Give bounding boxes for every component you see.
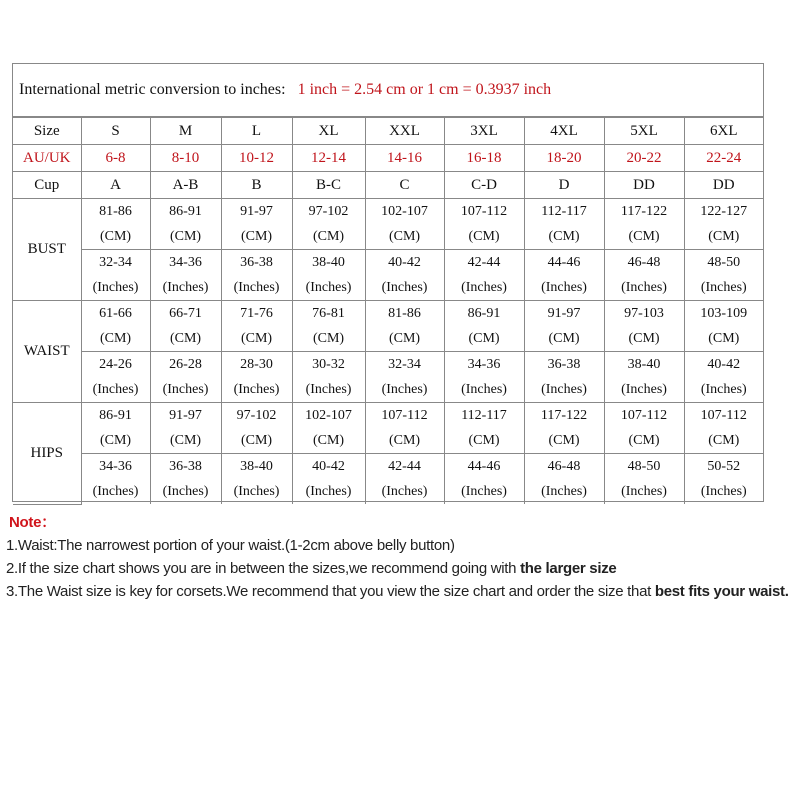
waist-inches-cell: 24-26 (Inches) [81,352,150,403]
cup-label: Cup [13,172,81,199]
bust-inches-cell: 46-48 (Inches) [604,250,684,301]
bust-inches-cell: 48-50 (Inches) [684,250,763,301]
hips-cm-cell: 86-91 (CM) [81,403,150,454]
size-cell: 4XL [524,118,604,145]
hips-cm-cell: 97-102 (CM) [221,403,292,454]
waist-cm-row [13,301,763,352]
waist-inches-cell: 30-32 (Inches) [292,352,365,403]
hips-inches-cell: 36-38 (Inches) [150,454,221,505]
hips-inches-cell: 46-48 (Inches) [524,454,604,505]
au-uk-row [13,145,763,172]
bust-cm-cell: 107-112 (CM) [444,199,524,250]
hips-cm-cell: 107-112 (CM) [684,403,763,454]
note-line-1 [6,534,798,557]
hips-inches-cell: 38-40 (Inches) [221,454,292,505]
waist-cm-cell: 86-91 (CM) [444,301,524,352]
hips-inches-cell: 48-50 (Inches) [604,454,684,505]
waist-cm-cell: 76-81 (CM) [292,301,365,352]
hips-cm-cell: 91-97 (CM) [150,403,221,454]
conversion-formula: 1 inch = 2.54 cm or 1 cm = 0.3937 inch [297,81,552,98]
hips-inches-cell: 34-36 (Inches) [81,454,150,505]
note-line-3-emphasis: best fits your waist. [654,583,789,600]
size-cell: XL [292,118,365,145]
au-uk-cell: 22-24 [684,145,763,172]
cup-cell: A [81,172,150,199]
bust-inches-cell: 32-34 (Inches) [81,250,150,301]
cup-cell: D [524,172,604,199]
waist-cm-cell: 81-86 (CM) [365,301,444,352]
waist-cm-cell: 103-109 (CM) [684,301,763,352]
hips-inches-cell: 40-42 (Inches) [292,454,365,505]
bust-cm-cell: 117-122 (CM) [604,199,684,250]
waist-inches-cell: 34-36 (Inches) [444,352,524,403]
waist-inches-cell: 38-40 (Inches) [604,352,684,403]
conversion-label: International metric conversion to inches: [19,81,286,98]
note-line-3 [6,580,798,603]
bust-cm-cell: 112-117 (CM) [524,199,604,250]
hips-label: HIPS [13,403,81,505]
size-cell: 5XL [604,118,684,145]
au-uk-cell: 18-20 [524,145,604,172]
hips-inches-cell: 50-52 (Inches) [684,454,763,505]
hips-cm-cell: 112-117 (CM) [444,403,524,454]
hips-inches-cell: 44-46 (Inches) [444,454,524,505]
size-row [13,118,763,145]
waist-inches-cell: 32-34 (Inches) [365,352,444,403]
au-uk-cell: 10-12 [221,145,292,172]
notes-section [3,511,798,603]
hips-cm-cell: 107-112 (CM) [604,403,684,454]
size-cell: S [81,118,150,145]
waist-inches-cell: 26-28 (Inches) [150,352,221,403]
hips-inches-row [13,454,763,505]
cup-cell: C-D [444,172,524,199]
bust-inches-cell: 36-38 (Inches) [221,250,292,301]
cup-row [13,172,763,199]
size-table [13,117,763,505]
bust-cm-row [13,199,763,250]
size-label: Size [13,118,81,145]
hips-cm-cell: 117-122 (CM) [524,403,604,454]
waist-inches-cell: 28-30 (Inches) [221,352,292,403]
bust-cm-cell: 102-107 (CM) [365,199,444,250]
waist-cm-cell: 66-71 (CM) [150,301,221,352]
au-uk-cell: 16-18 [444,145,524,172]
au-uk-label: AU/UK [13,145,81,172]
au-uk-cell: 20-22 [604,145,684,172]
bust-inches-row [13,250,763,301]
cup-cell: C [365,172,444,199]
waist-inches-row [13,352,763,403]
au-uk-cell: 12-14 [292,145,365,172]
conversion-header [13,64,763,117]
waist-cm-cell: 97-103 (CM) [604,301,684,352]
waist-inches-cell: 36-38 (Inches) [524,352,604,403]
au-uk-cell: 14-16 [365,145,444,172]
size-cell: M [150,118,221,145]
note-line-1-text: 1.Waist:The narrowest portion of your waist.(1-2cm above belly button) [6,537,455,554]
note-line-2-text: 2.If the size chart shows you are in between the sizes,we recommend going with [6,560,521,577]
cup-cell: DD [604,172,684,199]
waist-label: WAIST [13,301,81,403]
bust-label: BUST [13,199,81,301]
hips-cm-cell: 107-112 (CM) [365,403,444,454]
size-cell: XXL [365,118,444,145]
bust-cm-cell: 86-91 (CM) [150,199,221,250]
cup-cell: B [221,172,292,199]
cup-cell: A-B [150,172,221,199]
bust-cm-cell: 122-127 (CM) [684,199,763,250]
au-uk-cell: 8-10 [150,145,221,172]
bust-inches-cell: 34-36 (Inches) [150,250,221,301]
bust-inches-cell: 42-44 (Inches) [444,250,524,301]
bust-cm-cell: 97-102 (CM) [292,199,365,250]
bust-cm-cell: 81-86 (CM) [81,199,150,250]
au-uk-cell: 6-8 [81,145,150,172]
waist-cm-cell: 71-76 (CM) [221,301,292,352]
hips-cm-cell: 102-107 (CM) [292,403,365,454]
waist-inches-cell: 40-42 (Inches) [684,352,763,403]
cup-cell: DD [684,172,763,199]
note-line-2-emphasis: the larger size [520,560,617,577]
bust-inches-cell: 38-40 (Inches) [292,250,365,301]
notes-title: Note： [9,514,56,531]
size-chart [12,63,764,502]
hips-cm-row [13,403,763,454]
note-line-3-text: 3.The Waist size is key for corsets.We recommend that you view the size chart and order the size that [6,583,655,600]
waist-cm-cell: 61-66 (CM) [81,301,150,352]
note-line-2 [6,557,798,580]
size-cell: 6XL [684,118,763,145]
cup-cell: B-C [292,172,365,199]
hips-inches-cell: 42-44 (Inches) [365,454,444,505]
size-cell: 3XL [444,118,524,145]
bust-inches-cell: 44-46 (Inches) [524,250,604,301]
size-cell: L [221,118,292,145]
waist-cm-cell: 91-97 (CM) [524,301,604,352]
bust-cm-cell: 91-97 (CM) [221,199,292,250]
bust-inches-cell: 40-42 (Inches) [365,250,444,301]
